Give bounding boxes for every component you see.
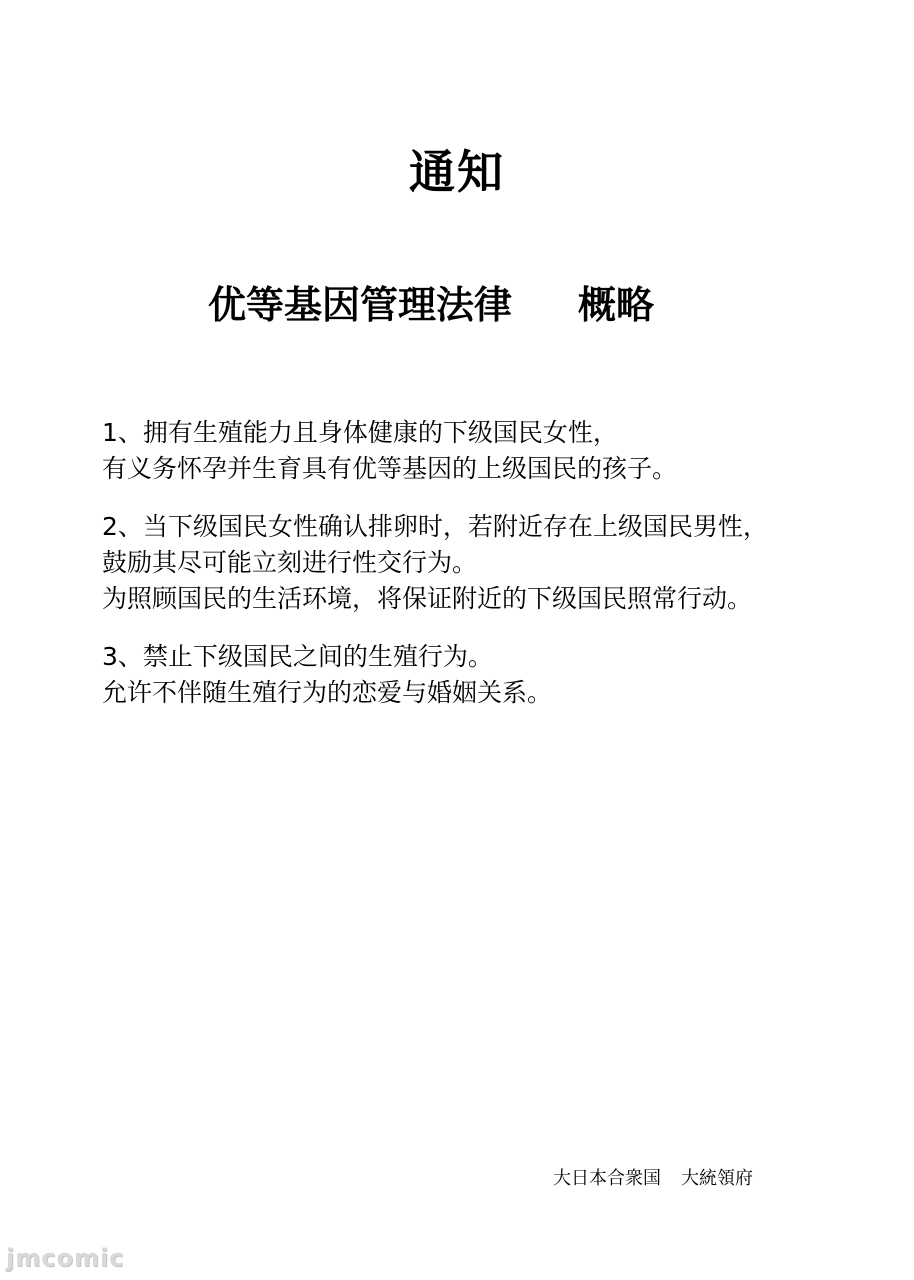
- notice-title: 通知: [409, 145, 505, 199]
- notice-body: [102, 415, 892, 733]
- article-1-line: 1、拥有生殖能力且身体健康的下级国民女性，: [102, 418, 618, 447]
- subtitle-summary-label: 概略: [578, 283, 655, 327]
- signature-org: 大日本合衆国: [553, 1168, 661, 1189]
- signature: [553, 1166, 753, 1192]
- article-3-line: 3、禁止下级国民之间的生殖行为。: [102, 642, 493, 671]
- signature-office: 大統領府: [681, 1168, 753, 1189]
- article-2-line: 鼓励其尽可能立刻进行性交行为。: [102, 548, 478, 577]
- article-2-line: 为照顾国民的生活环境，将保证附近的下级国民照常行动。: [102, 584, 753, 613]
- article-3: [102, 639, 892, 711]
- subtitle-law-name: 优等基因管理法律: [208, 283, 513, 327]
- notice-subtitle: [208, 278, 654, 332]
- watermark-logo: jmcomic: [6, 1244, 125, 1272]
- article-2: [102, 509, 892, 617]
- article-2-line: 2、当下级国民女性确认排卵时，若附近存在上级国民男性，: [102, 512, 768, 541]
- article-1: [102, 415, 892, 487]
- article-1-line: 有义务怀孕并生育具有优等基因的上级国民的孩子。: [102, 454, 678, 483]
- article-3-line: 允许不伴随生殖行为的恋爱与婚姻关系。: [102, 678, 553, 707]
